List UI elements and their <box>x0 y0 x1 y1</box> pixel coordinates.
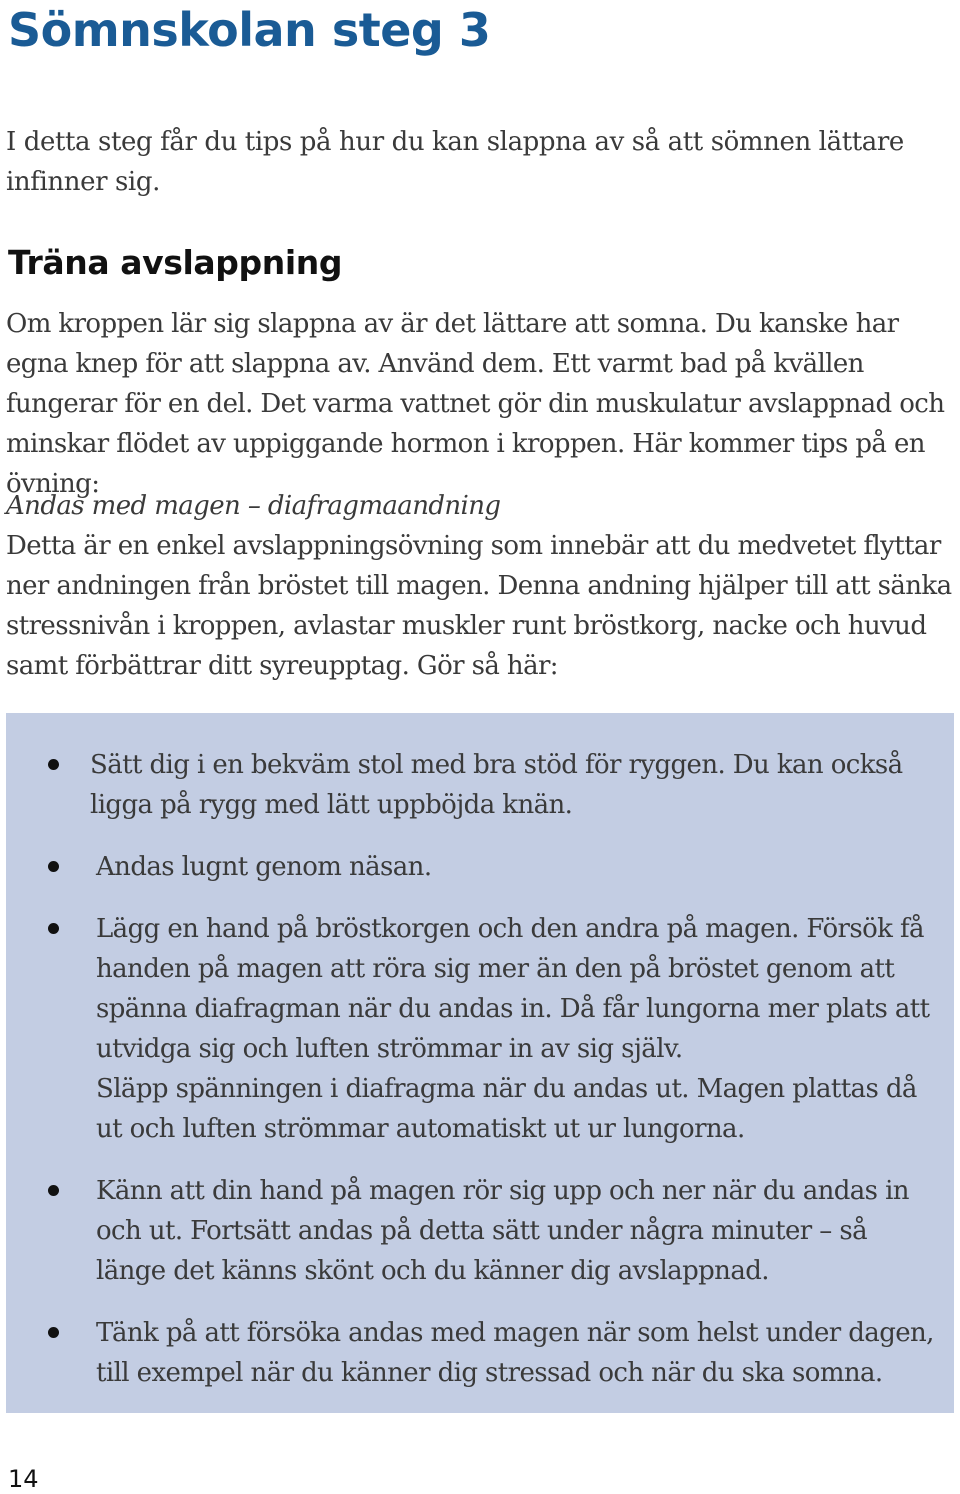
page-title: Sömnskolan steg 3 <box>8 3 491 57</box>
bullet-icon <box>48 1185 59 1196</box>
list-item-text: Sätt dig i en bekväm stol med bra stöd för ryggen. Du kan också ligga på rygg med lätt uppböjda knän. <box>90 750 903 820</box>
bullet-icon <box>48 1327 59 1338</box>
bullet-icon <box>48 861 59 872</box>
section-body-paragraph: Om kroppen lär sig slappna av är det lättare att somna. Du kanske har egna knep för att slappna av. Använd dem. Ett varmt bad på kvällen fungerar för en del. Det varma vattnet gör din muskulatur avslappnad och minskar flödet av uppiggande hormon i kroppen. Här kommer tips på en övning: <box>6 309 945 499</box>
list-item <box>6 1171 954 1291</box>
exercise-block <box>6 486 956 686</box>
exercise-body: Detta är en enkel avslappningsövning som innebär att du medvetet flyttar ner andningen från bröstet till magen. Denna andning hjälper till att sänka stressnivån i kroppen, avlastar muskler runt bröstkorg, nacke och huvud samt förbättrar ditt syreupptag. Gör så här: <box>6 531 952 681</box>
exercise-title: Andas med magen – diafragmaandning <box>6 491 501 521</box>
bullet-icon <box>48 759 59 770</box>
list-item <box>6 847 954 887</box>
intro-paragraph: I detta steg får du tips på hur du kan slappna av så att sömnen lättare infinner sig. <box>6 127 904 197</box>
list-item-text: Känn att din hand på magen rör sig upp och ner när du andas in och ut. Fortsätt andas på detta sätt under några minuter – så länge det känns skönt och du känner dig avslappnad. <box>96 1176 909 1286</box>
page-number: 14 <box>8 1465 39 1493</box>
bullet-icon <box>48 923 59 934</box>
list-item <box>6 1313 954 1393</box>
list-item-text: Tänk på att försöka andas med magen när som helst under dagen, till exempel när du känner dig stressad och när du ska somna. <box>96 1318 934 1388</box>
list-item <box>6 745 954 825</box>
list-item <box>6 909 954 1149</box>
instruction-box <box>6 713 954 1413</box>
list-item-text: Lägg en hand på bröstkorgen och den andra på magen. Försök få handen på magen att röra sig mer än den på bröstet genom att spänna diafragman när du andas in. Då får lungorna mer plats att utvidga sig och luften strömmar in av sig själv. Släpp spänningen i diafragma när du andas ut. Magen plattas då ut och luften strömmar automatiskt ut ur lungorna. <box>96 914 930 1144</box>
instruction-list <box>6 745 954 1415</box>
list-item-text: Andas lugnt genom näsan. <box>96 852 432 882</box>
section-heading: Träna avslappning <box>8 243 343 282</box>
